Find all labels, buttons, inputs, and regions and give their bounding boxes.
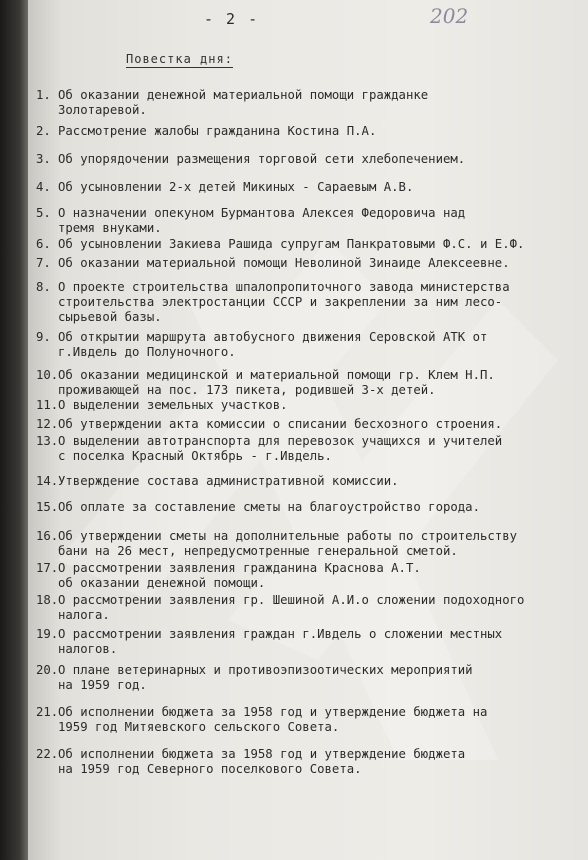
agenda-item-number: 6. (36, 237, 51, 251)
agenda-item-text: Рассмотрение жалобы гражданина Костина П.А. (58, 124, 377, 138)
agenda-item-text: Об усыновлении Закиева Рашида супругам Панкратовыми Ф.С. и Е.Ф. (58, 237, 525, 251)
agenda-item-text: О проекте строительства шпалопропиточного завода министерства (58, 280, 510, 294)
agenda-item-text: проживающей на пос. 173 пикета, родившей 3-х детей. (58, 383, 436, 397)
agenda-item-text: тремя внуками. (58, 221, 162, 235)
agenda-item-number: 3. (36, 152, 51, 166)
agenda-item (28, 206, 588, 236)
agenda-item (28, 124, 588, 139)
agenda-item (28, 529, 588, 559)
agenda-item (28, 500, 588, 515)
agenda-item-text: 1959 год Митяевского сельского Совета. (58, 720, 340, 734)
agenda-item-number: 15. (36, 500, 59, 514)
agenda-item-text: О рассмотрении заявления гр. Шешиной А.И.о сложении подоходного (58, 593, 525, 607)
agenda-item-text: О назначении опекуном Бурмантова Алексея Федоровича над (58, 206, 466, 220)
agenda-item-number: 19. (36, 627, 59, 641)
agenda-item-number: 18. (36, 593, 59, 607)
binding-shadow (0, 0, 28, 860)
agenda-item-number: 20. (36, 663, 59, 677)
agenda-item-text: О рассмотрении заявления граждан г.Ивдель о сложении местных (58, 627, 503, 641)
agenda-item-text: Об оказании медицинской и материальной помощи гр. Клем Н.П. (58, 368, 495, 382)
agenda-item-text: Утверждение состава административной комиссии. (58, 474, 399, 488)
agenda-item-text: Об открытии маршрута автобусного движения Серовской АТК от (58, 330, 488, 344)
agenda-item-text: строительства электростанции СССР и закреплении за ним лесо- (58, 295, 503, 309)
agenda-item-text: Золотаревой. (58, 103, 147, 117)
agenda-item-number: 17. (36, 561, 59, 575)
agenda-item-number: 1. (36, 88, 51, 102)
agenda-item-number: 21. (36, 705, 59, 719)
agenda-item-number: 14. (36, 474, 59, 488)
agenda-heading: Повестка дня: (126, 52, 233, 66)
agenda-item (28, 705, 588, 735)
agenda-item (28, 434, 588, 464)
agenda-item (28, 368, 588, 398)
agenda-item (28, 180, 588, 195)
agenda-item-number: 2. (36, 124, 51, 138)
agenda-item-text: О плане ветеринарных и противоэпизоотических мероприятий (58, 663, 473, 677)
agenda-item-number: 7. (36, 256, 51, 270)
agenda-item-text: об оказании денежной помощи. (58, 576, 266, 590)
agenda-item-text: О рассмотрении заявления гражданина Краснова А.Т. (58, 561, 421, 575)
agenda-item-text: налогов. (58, 642, 118, 656)
agenda-item (28, 593, 588, 623)
agenda-item-number: 22. (36, 747, 59, 761)
agenda-item (28, 152, 588, 167)
agenda-item-number: 11. (36, 398, 59, 412)
agenda-item-text: Об усыновлении 2-х детей Микиных - Сараевым А.В. (58, 180, 414, 194)
document-page (28, 0, 588, 860)
agenda-item-number: 8. (36, 280, 51, 294)
agenda-item-number: 9. (36, 330, 51, 344)
agenda-item-number: 12. (36, 417, 59, 431)
agenda-item-number: 5. (36, 206, 51, 220)
agenda-item-text: на 1959 год Северного поселкового Совета. (58, 762, 362, 776)
agenda-item (28, 417, 588, 432)
agenda-item-text: О выделении автотранспорта для перевозок учащихся и учителей (58, 434, 503, 448)
agenda-item-number: 4. (36, 180, 51, 194)
agenda-item (28, 561, 588, 591)
agenda-item (28, 627, 588, 657)
agenda-item (28, 398, 588, 413)
agenda-item-text: Об оказании материальной помощи Неволиной Зинаиде Алексеевне. (58, 256, 510, 270)
handwritten-page-number: 202 (430, 4, 469, 28)
agenda-item (28, 330, 588, 360)
agenda-item-text: бани на 26 мест, непредусмотренные генеральной сметой. (58, 544, 458, 558)
agenda-item (28, 88, 588, 118)
agenda-item-text: Об утверждении сметы на дополнительные работы по строительству (58, 529, 518, 543)
agenda-item-text: сырьевой базы. (58, 310, 162, 324)
agenda-item (28, 256, 588, 271)
agenda-item-text: налога. (58, 608, 110, 622)
agenda-item (28, 280, 588, 325)
agenda-item-number: 16. (36, 529, 59, 543)
page-number: - 2 - (204, 10, 260, 28)
agenda-item-text: г.Ивдель до Полуночного. (58, 345, 236, 359)
agenda-item (28, 237, 588, 252)
agenda-item-text: с поселка Красный Октябрь - г.Ивдель. (58, 449, 332, 463)
agenda-item-text: Об исполнении бюджета за 1958 год и утверждение бюджета на (58, 705, 488, 719)
agenda-item-text: Об оплате за составление сметы на благоустройство города. (58, 500, 480, 514)
agenda-item-text: Об упорядочении размещения торговой сети хлебопечением. (58, 152, 466, 166)
agenda-item (28, 474, 588, 489)
agenda-item-number: 10. (36, 368, 59, 382)
agenda-item-text: Об исполнении бюджета за 1958 год и утверждение бюджета (58, 747, 466, 761)
agenda-item-text: Об утверждении акта комиссии о списании бесхозного строения. (58, 417, 503, 431)
agenda-item (28, 747, 588, 777)
agenda-item-text: Об оказании денежной материальной помощи гражданке (58, 88, 429, 102)
agenda-item-number: 13. (36, 434, 59, 448)
agenda-item-text: О выделении земельных участков. (58, 398, 288, 412)
agenda-item (28, 663, 588, 693)
agenda-item-text: на 1959 год. (58, 678, 147, 692)
